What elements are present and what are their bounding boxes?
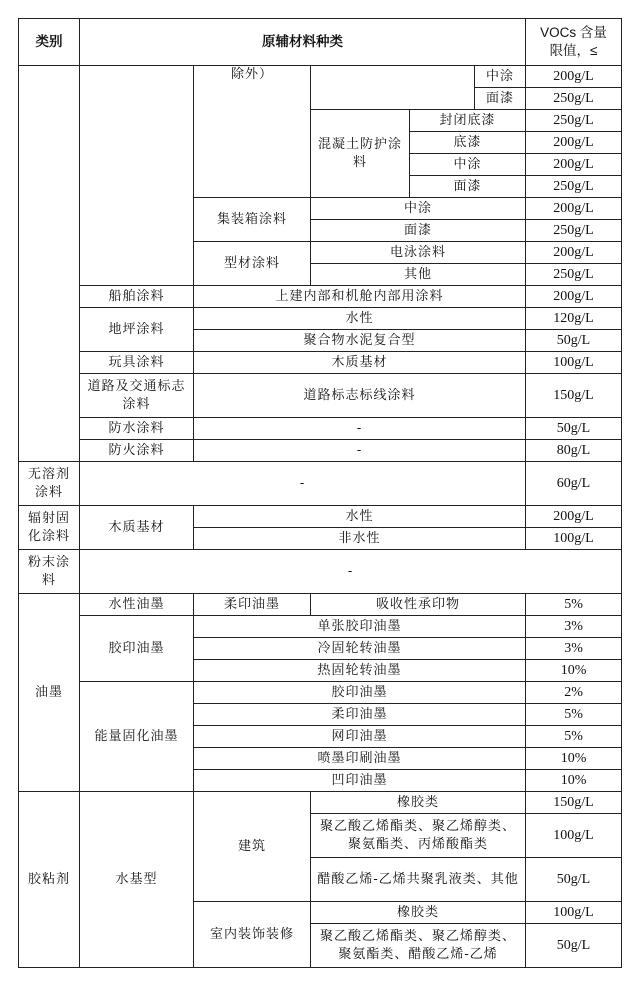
material-cell: 橡胶类 (311, 902, 526, 924)
material-cell: 封闭底漆 (410, 110, 526, 132)
limit-value: 50g/L (526, 418, 622, 440)
limit-value: 50g/L (526, 924, 622, 968)
header-limit-line1: VOCs 含量 (540, 25, 607, 40)
offset-ink-label: 胶印油墨 (80, 616, 194, 682)
ship-coating-label: 船舶涂料 (80, 286, 194, 308)
subcategory-continued (80, 66, 194, 286)
limit-value: 5% (526, 704, 622, 726)
limit-value: 150g/L (526, 792, 622, 814)
limit-value: 200g/L (526, 198, 622, 220)
material-cell: 水性 (194, 506, 526, 528)
material-cell: 水性 (194, 308, 526, 330)
material-cell: - (194, 440, 526, 462)
material-cell: - (80, 462, 526, 506)
limit-value: 250g/L (526, 220, 622, 242)
limit-value: 50g/L (526, 858, 622, 902)
material-cell: 网印油墨 (194, 726, 526, 748)
material-cell: 木质基材 (194, 352, 526, 374)
limit-value: 100g/L (526, 814, 622, 858)
table-row (19, 440, 622, 462)
category-adhesive: 胶粘剂 (19, 792, 80, 968)
table-row (19, 594, 622, 616)
header-limit (526, 19, 622, 66)
material-cell: 中涂 (311, 198, 526, 220)
toy-coating-label: 玩具涂料 (80, 352, 194, 374)
material-cell: - (194, 418, 526, 440)
material-cell: - (80, 550, 622, 594)
material-cell: 其他 (311, 264, 526, 286)
continued-label: 除外） (194, 66, 311, 198)
material-cell: 电泳涂料 (311, 242, 526, 264)
material-cell: 凹印油墨 (194, 770, 526, 792)
header-material: 原辅材料种类 (80, 19, 526, 66)
limit-value: 200g/L (526, 506, 622, 528)
limit-value: 5% (526, 726, 622, 748)
flexo-ink-label: 柔印油墨 (194, 594, 311, 616)
material-cell: 面漆 (410, 176, 526, 198)
limit-value: 200g/L (526, 132, 622, 154)
material-cell: 冷固轮转油墨 (194, 638, 526, 660)
profile-coating-label: 型材涂料 (194, 242, 311, 286)
header-limit-line2: 限值，≤ (549, 43, 598, 58)
limit-value: 100g/L (526, 352, 622, 374)
category-coatings-continued (19, 66, 80, 462)
limit-value: 3% (526, 616, 622, 638)
radiation-substrate: 木质基材 (80, 506, 194, 550)
table-row (19, 792, 622, 814)
material-cell: 热固轮转油墨 (194, 660, 526, 682)
limit-value: 150g/L (526, 374, 622, 418)
water-based-label: 水基型 (80, 792, 194, 968)
concrete-coating-label: 混凝土防护涂料 (311, 110, 410, 198)
material-cell: 道路标志标线涂料 (194, 374, 526, 418)
table-row (19, 286, 622, 308)
material-cell: 面漆 (475, 88, 526, 110)
limit-value: 60g/L (526, 462, 622, 506)
material-cell: 聚乙酸乙烯酯类、聚乙烯醇类、聚氨酯类、丙烯酸酯类 (311, 814, 526, 858)
material-cell: 非水性 (194, 528, 526, 550)
material-cell: 单张胶印油墨 (194, 616, 526, 638)
limit-value: 200g/L (526, 66, 622, 88)
road-coating-label: 道路及交通标志涂料 (80, 374, 194, 418)
limit-value: 80g/L (526, 440, 622, 462)
limit-value: 250g/L (526, 264, 622, 286)
table-row (19, 374, 622, 418)
limit-value: 100g/L (526, 528, 622, 550)
table-row (19, 352, 622, 374)
material-cell: 聚合物水泥复合型 (194, 330, 526, 352)
material-cell: 聚乙酸乙烯酯类、聚乙烯醇类、聚氨酯类、醋酸乙烯-乙烯 (311, 924, 526, 968)
table-row (19, 616, 622, 638)
container-coating-label: 集装箱涂料 (194, 198, 311, 242)
water-ink-label: 水性油墨 (80, 594, 194, 616)
limit-value: 5% (526, 594, 622, 616)
material-cell: 喷墨印刷油墨 (194, 748, 526, 770)
building-label: 建筑 (194, 792, 311, 902)
limit-value: 200g/L (526, 154, 622, 176)
header-row (19, 19, 622, 66)
energy-cured-ink-label: 能量固化油墨 (80, 682, 194, 792)
material-cell: 柔印油墨 (194, 704, 526, 726)
fireproof-coating-label: 防火涂料 (80, 440, 194, 462)
material-cell: 底漆 (410, 132, 526, 154)
limit-value: 50g/L (526, 330, 622, 352)
limit-value: 200g/L (526, 286, 622, 308)
category-powder: 粉末涂料 (19, 550, 80, 594)
limit-value: 10% (526, 770, 622, 792)
limit-value: 250g/L (526, 110, 622, 132)
table-row (19, 308, 622, 330)
table-row (19, 506, 622, 528)
limit-value: 250g/L (526, 88, 622, 110)
voc-limits-table (18, 18, 622, 968)
floor-coating-label: 地坪涂料 (80, 308, 194, 352)
limit-value: 2% (526, 682, 622, 704)
limit-value: 250g/L (526, 176, 622, 198)
limit-value: 3% (526, 638, 622, 660)
interior-decoration-label: 室内装饰装修 (194, 902, 311, 968)
category-solvent-free: 无溶剂涂料 (19, 462, 80, 506)
limit-value: 100g/L (526, 902, 622, 924)
material-cell: 中涂 (475, 66, 526, 88)
limit-value: 10% (526, 748, 622, 770)
material-cell: 吸收性承印物 (311, 594, 526, 616)
waterproof-coating-label: 防水涂料 (80, 418, 194, 440)
material-cell: 醋酸乙烯-乙烯共聚乳液类、其他 (311, 858, 526, 902)
material-cell: 胶印油墨 (194, 682, 526, 704)
table-row (19, 418, 622, 440)
limit-value: 120g/L (526, 308, 622, 330)
material-cell: 面漆 (311, 220, 526, 242)
category-ink: 油墨 (19, 594, 80, 792)
material-cell: 中涂 (410, 154, 526, 176)
limit-value: 200g/L (526, 242, 622, 264)
table-row (19, 682, 622, 704)
category-radiation-cured: 辐射固化涂料 (19, 506, 80, 550)
limit-value: 10% (526, 660, 622, 682)
table-row (19, 66, 622, 88)
table-row (19, 462, 622, 506)
material-cell: 上建内部和机舱内部用涂料 (194, 286, 526, 308)
blank-cell (311, 66, 475, 110)
header-category: 类别 (19, 19, 80, 66)
material-cell: 橡胶类 (311, 792, 526, 814)
table-row (19, 550, 622, 594)
